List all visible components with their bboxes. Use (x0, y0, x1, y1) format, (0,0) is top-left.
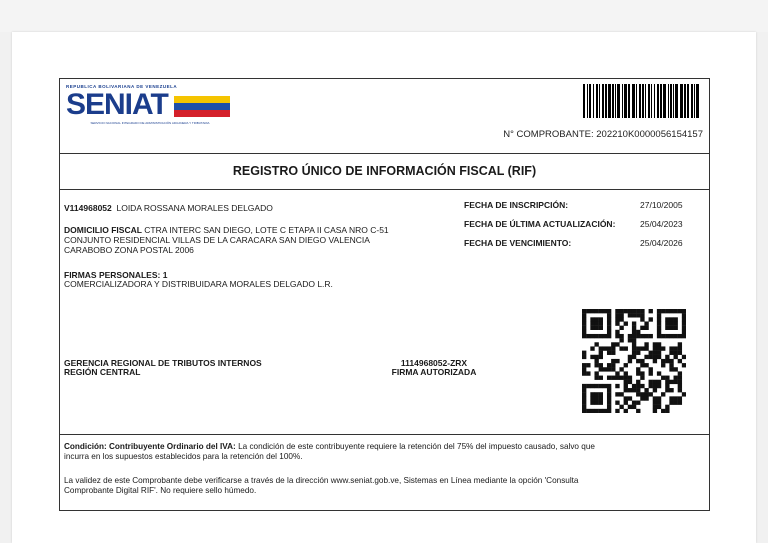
barcode-bar (583, 84, 585, 118)
fecha-inscripcion-label: FECHA DE INSCRIPCIÓN: (464, 200, 569, 210)
fecha-vencimiento-label: FECHA DE VENCIMIENTO: (464, 238, 572, 248)
barcode-bar (668, 84, 669, 118)
barcode-bar (617, 84, 620, 118)
barcode-bar (587, 84, 588, 118)
barcode-bar (596, 84, 598, 118)
certificate-footer (60, 434, 709, 495)
barcode-bar (691, 84, 693, 118)
barcode-bar (639, 84, 641, 118)
fecha-vencimiento-value: 25/04/2026 (640, 238, 683, 248)
barcode-bar (663, 84, 666, 118)
barcode-bar (602, 84, 604, 118)
firma-label: FIRMA AUTORIZADA (391, 367, 477, 377)
barcode-bar (694, 84, 695, 118)
barcode-bar (675, 84, 678, 118)
barcode-bar (673, 84, 674, 118)
barcode-bar (670, 84, 672, 118)
comprobante-number (503, 129, 703, 140)
barcode-bar (684, 84, 686, 118)
barcode-bar (615, 84, 616, 118)
document-title: REGISTRO ÚNICO DE INFORMACIÓN FISCAL (RIF) (60, 153, 709, 190)
domicilio-label: DOMICILIO FISCAL (64, 225, 142, 235)
certificate-header (60, 79, 709, 154)
logo-subtitle: SERVICIO NACIONAL INTEGRADO DE ADMINISTRACIÓN ADUANERA Y TRIBUTARIA (90, 121, 210, 125)
taxpayer-name: LOIDA ROSSANA MORALES DELGADO (116, 203, 273, 213)
barcode-bar (696, 84, 699, 118)
domicilio-line-2: CONJUNTO RESIDENCIAL VILLAS DE LA CARACARA SAN DIEGO VALENCIA (64, 235, 370, 245)
venezuela-flag-icon (174, 96, 230, 117)
gerencia-line-1: GERENCIA REGIONAL DE TRIBUTOS INTERNOS (64, 358, 262, 368)
barcode-bar (680, 84, 683, 118)
fecha-actualizacion-value: 25/04/2023 (640, 219, 683, 229)
barcode-bar (605, 84, 607, 118)
barcode-bar (622, 84, 623, 118)
condicion-label: Condición: Contribuyente Ordinario del IVA: (64, 442, 236, 451)
barcode-bar (687, 84, 689, 118)
barcode-bar (657, 84, 659, 118)
barcode-bar (608, 84, 611, 118)
barcode-bar (589, 84, 591, 118)
domicilio-line-1 (64, 225, 389, 235)
barcode-bar (624, 84, 627, 118)
barcode-icon (583, 84, 701, 118)
domicilio-text-1: CTRA INTERC SAN DIEGO, LOTE C ETAPA II CASA NRO C-51 (144, 225, 389, 235)
taxpayer-line (64, 203, 273, 213)
rif-number: V114968052 (64, 203, 112, 213)
barcode-bar (612, 84, 614, 118)
barcode-bar (651, 84, 652, 118)
firmas-label: FIRMAS PERSONALES: 1 (64, 270, 168, 280)
logo-republic-text: REPUBLICA BOLIVARIANA DE VENEZUELA (66, 84, 178, 89)
barcode-bar (645, 84, 646, 118)
barcode-bar (632, 84, 635, 118)
firmas-value: COMERCIALIZADORA Y DISTRIBUIDARA MORALES DELGADO L.R. (64, 279, 333, 289)
barcode-bar (636, 84, 637, 118)
barcode-bar (660, 84, 662, 118)
barcode-bar (654, 84, 655, 118)
qr-code-icon (582, 309, 686, 413)
validez-line-1: La validez de este Comprobante debe verificarse a través de la dirección www.seniat.gob.ve, Sistemas en Línea mediante la opción 'Consulta (64, 476, 579, 485)
rif-certificate (59, 78, 710, 511)
seniat-logo (66, 84, 234, 130)
viewer-topbar (0, 0, 768, 32)
fecha-actualizacion-label: FECHA DE ÚLTIMA ACTUALIZACIÓN: (464, 219, 616, 229)
comprobante-value: 202210K0000056154157 (596, 129, 703, 140)
barcode-bar (628, 84, 630, 118)
barcode-bar (599, 84, 600, 118)
condicion-line-1 (64, 442, 707, 452)
condicion-text-1: La condición de este contribuyente requiere la retención del 75% del impuesto causado, salvo que (238, 442, 595, 451)
condicion-line-2: incurra en los supuestos establecidos para la retención del 100%. (64, 452, 303, 461)
validez-line-2: Comprobante Digital RIF'. No requiere sello húmedo. (64, 486, 257, 495)
domicilio-line-3: CARABOBO ZONA POSTAL 2006 (64, 245, 194, 255)
fecha-inscripcion-value: 27/10/2005 (640, 200, 683, 210)
barcode-bar (648, 84, 650, 118)
gerencia-line-2: REGIÓN CENTRAL (64, 367, 141, 377)
comprobante-label: N° COMPROBANTE: (503, 129, 594, 140)
barcode-bar (593, 84, 594, 118)
firma-code: 1114968052-ZRX (400, 358, 468, 368)
logo-wordmark: SENIAT (66, 88, 168, 121)
barcode-bar (642, 84, 644, 118)
